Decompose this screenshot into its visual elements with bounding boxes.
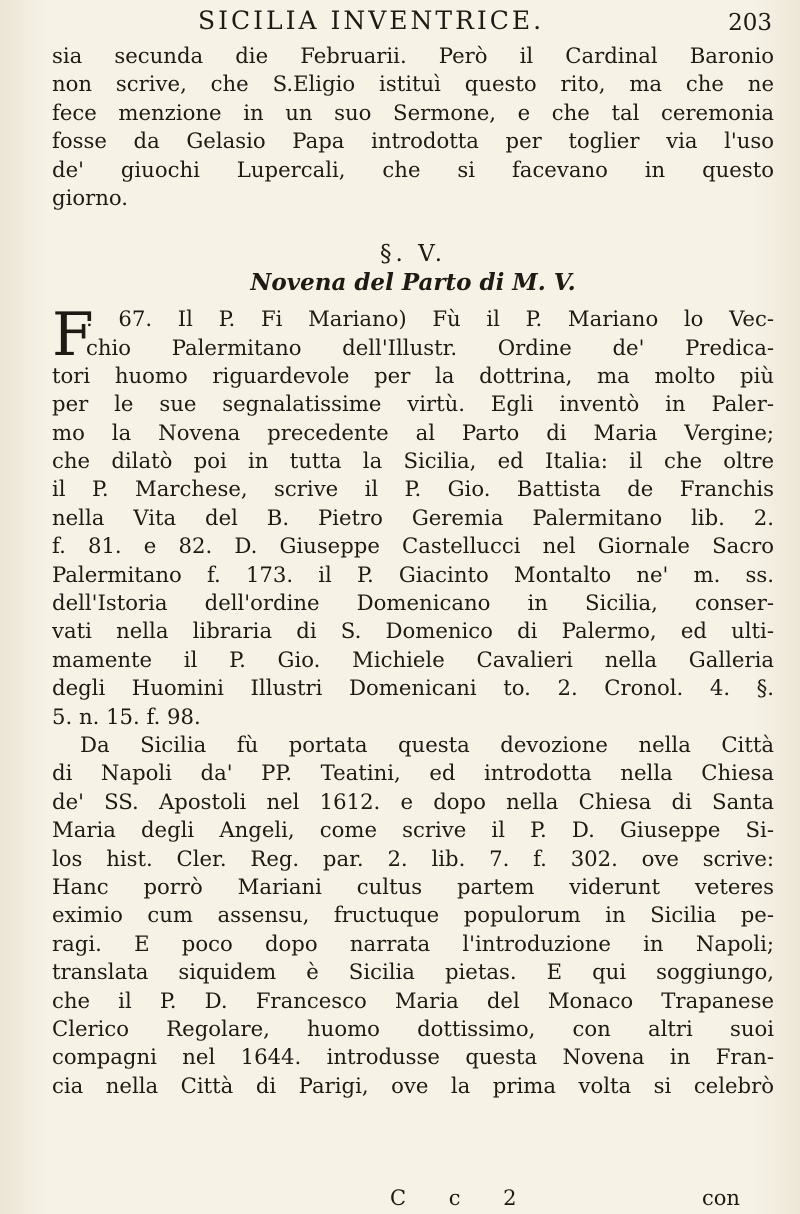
text-line: di Napoli da' PP. Teatini, ed introdotta nella Chiesa <box>52 760 774 786</box>
section-title: Novena del Parto di M. V. <box>250 268 576 296</box>
text-line: Clerico Regolare, huomo dottissimo, con altri suoi <box>52 1015 774 1041</box>
text-line: . 67. Il P. Fi Mariano) Fù il P. Mariano lo Vec- <box>86 306 774 332</box>
page-footer <box>0 1186 800 1214</box>
text-line: Hanc porrò Mariani cultus partem viderunt veteres <box>52 873 774 899</box>
catchword: con <box>702 1186 740 1210</box>
text-line: degli Huomini Illustri Domenicani to. 2. Cronol. 4. §. <box>52 675 774 701</box>
text-line: f. 81. e 82. D. Giuseppe Castellucci nel Giornale Sacro <box>52 533 774 559</box>
running-header <box>0 6 800 46</box>
text-line: de' SS. Apostoli nel 1612. e dopo nella Chiesa di Santa <box>52 788 774 814</box>
text-line: sia secunda die Februarii. Però il Cardinal Baronio <box>52 43 774 68</box>
text-line: translata siquidem è Sicilia pietas. E qui soggiungo, <box>52 959 774 985</box>
text-line: giorno. <box>52 184 128 210</box>
page-body <box>52 42 774 1100</box>
text-line: 5. n. 15. f. 98. <box>52 703 201 729</box>
text-line: non scrive, che S.Eligio istituì questo rito, ma che ne <box>52 71 774 97</box>
text-line: dell'Istoria dell'ordine Domenicano in Sicilia, conser- <box>52 590 774 616</box>
opening-lines <box>86 305 774 362</box>
text-line: il P. Marchese, scrive il P. Gio. Battista de Franchis <box>52 476 774 502</box>
text-line: tori huomo riguardevole per la dottrina, ma molto più <box>52 362 774 388</box>
text-line: los hist. Cler. Reg. par. 2. lib. 7. f. 302. ove scrive: <box>52 845 774 871</box>
text-line: compagni nel 1644. introdusse questa Novena in Fran- <box>52 1044 774 1070</box>
text-line: de' giuochi Lupercali, che si facevano in questo <box>52 156 774 182</box>
signature-mark: C c 2 <box>390 1186 535 1210</box>
text-line: fece menzione in un suo Sermone, e che tal ceremonia <box>52 99 774 125</box>
text-line: cia nella Città di Parigi, ove la prima volta si celebrò <box>52 1072 774 1098</box>
text-line: nella Vita del B. Pietro Geremia Palermitano lib. 2. <box>52 504 774 530</box>
text-line: che il P. D. Francesco Maria del Monaco Trapanese <box>52 987 774 1013</box>
text-line: eximio cum assensu, fructuque populorum in Sicilia pe- <box>52 902 774 928</box>
text-line: ragi. E poco dopo narrata l'introduzione in Napoli; <box>52 930 774 956</box>
paragraph-opening <box>52 300 774 371</box>
running-title: SICILIA INVENTRICE. <box>198 6 545 35</box>
text-line: fosse da Gelasio Papa introdotta per toglier via l'uso <box>52 128 774 154</box>
text-line: chio Palermitano dell'Illustr. Ordine de' Predica- <box>86 334 774 360</box>
text-line: per le sue segnalatissime virtù. Egli inventò in Paler- <box>52 391 774 417</box>
drop-capital: F <box>52 300 94 371</box>
text-line: vati nella libraria di S. Domenico di Palermo, ed ulti- <box>52 618 774 644</box>
page-number: 203 <box>728 10 772 36</box>
text-line: che dilatò poi in tutta la Sicilia, ed Italia: il che oltre <box>52 448 774 474</box>
text-line: Palermitano f. 173. il P. Giacinto Montalto ne' m. ss. <box>52 561 774 587</box>
text-line: Maria degli Angeli, come scrive il P. D. Giuseppe Si- <box>52 817 774 843</box>
text-line: mamente il P. Gio. Michiele Cavalieri nella Galleria <box>52 646 774 672</box>
text-line: Da Sicilia fù portata questa devozione nella Città <box>80 732 774 757</box>
text-line: mo la Novena precedente al Parto di Maria Vergine; <box>52 419 774 445</box>
section-number: §. V. <box>379 241 447 268</box>
